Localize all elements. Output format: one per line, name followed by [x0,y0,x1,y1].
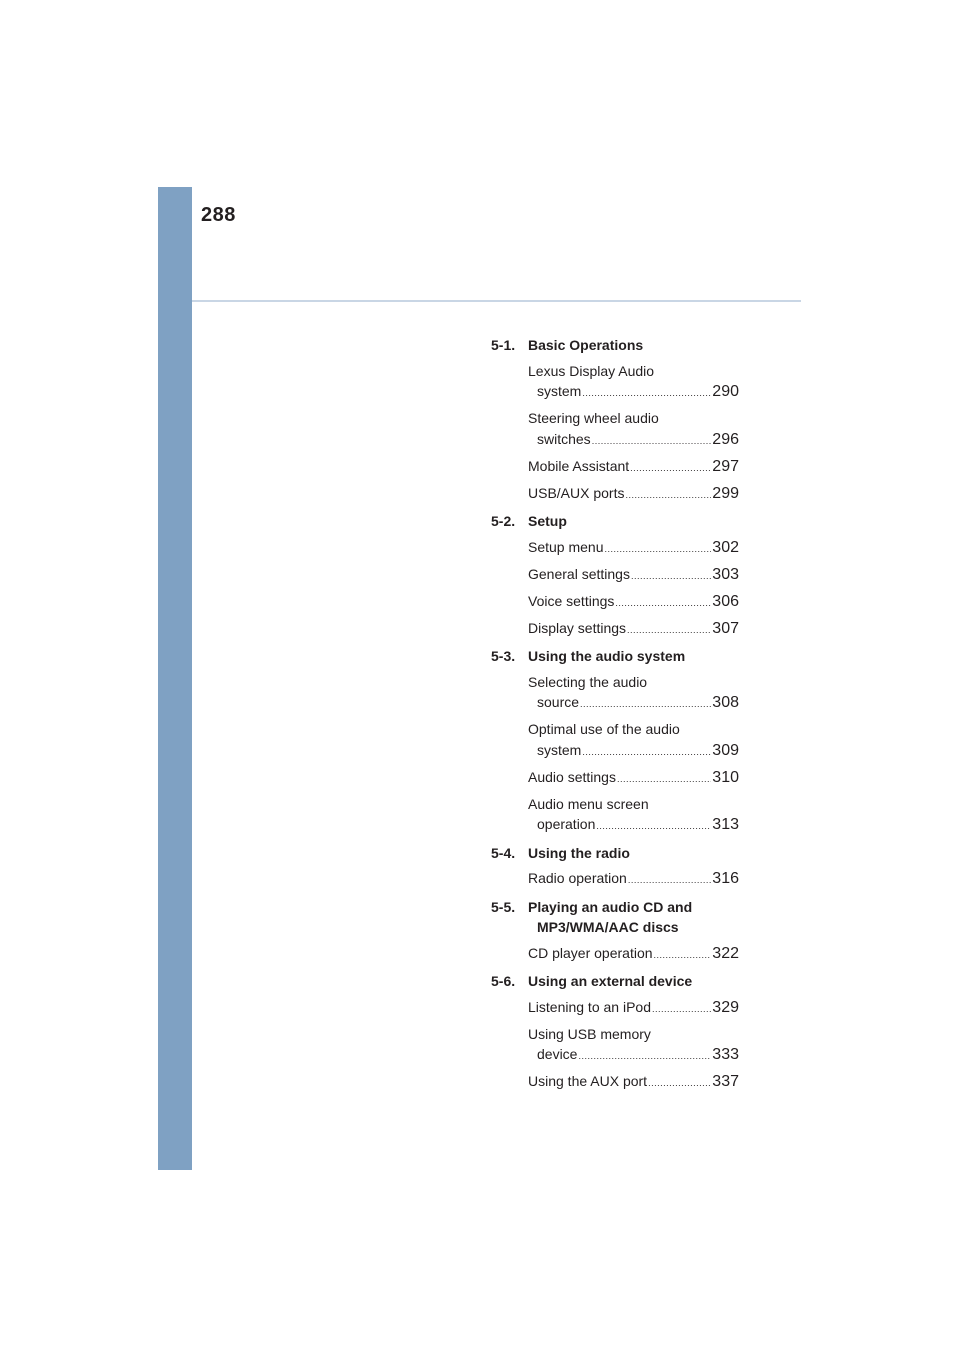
dot-leader [580,694,711,715]
entry-title: system [537,383,582,399]
dot-leader [630,458,711,479]
entry-page-number: 329 [712,998,739,1016]
entry-title-line: Using USB memory [528,1025,651,1042]
entry-title: system [537,741,582,758]
entry-page-number: 290 [712,383,739,400]
page-number: 288 [201,204,236,226]
entry-title: General settings [528,565,630,582]
toc-entry[interactable] [528,456,739,479]
entry-title: Radio operation [528,870,627,886]
entry-leader-line [528,1044,739,1067]
section-number: 5-2. [491,513,516,529]
entry-page-number: 299 [712,484,739,502]
entry-leader-line [528,767,739,790]
entry-leader-line [528,618,739,641]
dot-leader [627,620,711,641]
dot-leader [582,742,711,763]
section-title-line: Using the radio [528,844,630,861]
section-number: 5-3. [491,648,516,664]
section-title-line: Setup [528,513,567,529]
entry-title-line: Lexus Display Audio [528,362,655,379]
toc-entry[interactable] [528,618,739,641]
section-title [528,646,739,667]
toc-section [491,511,739,640]
entry-title-line: Optimal use of the audio [528,721,680,737]
section-title-line: Playing an audio CD and [528,898,693,915]
toc-entry[interactable] [528,719,739,762]
toc-entry[interactable] [528,794,739,837]
toc-entry[interactable] [528,672,739,715]
table-of-contents [491,335,739,1100]
section-number: 5-5. [491,898,516,915]
dot-leader [582,383,711,404]
entry-leader-line [528,868,739,891]
entry-page-number: 303 [712,565,739,583]
section-number: 5-4. [491,844,516,861]
dot-leader [625,485,711,506]
toc-entry[interactable] [528,361,739,404]
entry-title: source [537,694,580,710]
entry-leader-line [528,483,739,506]
entry-title: Display settings [528,619,627,636]
entry-page-number: 322 [712,944,739,962]
entry-page-number: 310 [712,768,739,786]
entry-title: operation [537,816,596,832]
toc-section [491,897,739,966]
toc-entry[interactable] [528,1071,739,1094]
toc-section [491,971,739,1094]
dot-leader [615,593,711,614]
section-heading[interactable] [491,646,739,667]
entry-title: Voice settings [528,592,615,609]
toc-entry[interactable] [528,483,739,506]
entry-title-line: Audio menu screen [528,795,649,812]
entry-title-line: Selecting the audio [528,673,648,690]
dot-leader [605,539,712,560]
section-heading[interactable] [491,971,739,992]
dot-leader [596,816,711,837]
toc-section [491,335,739,505]
toc-entry[interactable] [528,943,739,966]
toc-entry[interactable] [528,868,739,891]
entry-page-number: 297 [712,457,739,475]
entry-leader-line [528,814,739,837]
dot-leader [652,999,711,1020]
toc-entry[interactable] [528,1024,739,1067]
section-heading[interactable] [491,843,739,864]
dot-leader [628,870,711,891]
dot-leader [631,566,711,587]
entry-title: device [537,1046,578,1062]
entry-page-number: 307 [712,619,739,637]
entry-page-number: 337 [712,1073,739,1090]
entry-page-number: 333 [712,1046,739,1063]
toc-section [491,646,739,837]
entry-title: USB/AUX ports [528,484,625,501]
entry-page-number: 308 [712,694,739,711]
section-title-line: Using the audio system [528,648,686,664]
entry-leader-line [528,943,739,966]
entry-title: Audio settings [528,768,616,785]
entry-page-number: 306 [712,592,739,610]
entry-leader-line [528,740,739,763]
entry-title: Using the AUX port [528,1073,648,1089]
entry-leader-line [528,456,739,479]
entry-title: Listening to an iPod [528,998,651,1015]
toc-entry[interactable] [528,537,739,560]
header-divider [192,300,801,302]
dot-leader [592,431,712,452]
section-heading[interactable] [491,511,739,532]
entry-title: Mobile Assistant [528,457,630,474]
toc-entry[interactable] [528,408,739,451]
entry-leader-line [528,591,739,614]
section-title [528,971,739,992]
section-title-line: Using an external device [528,973,693,989]
section-heading[interactable] [491,897,739,938]
entry-leader-line [528,692,739,715]
section-number: 5-6. [491,973,516,989]
toc-entry[interactable] [528,564,739,587]
section-title-line: MP3/WMA/AAC discs [537,919,679,935]
entry-leader-line [528,1071,739,1094]
entry-leader-line [528,381,739,404]
section-title [528,843,739,864]
section-heading[interactable] [491,335,739,356]
entry-title: switches [537,430,591,447]
section-title-line: Basic Operations [528,337,644,353]
toc-section [491,843,739,891]
toc-entry[interactable] [528,767,739,790]
section-title [528,897,739,938]
entry-leader-line [528,429,739,452]
dot-leader [617,769,711,790]
entry-page-number: 316 [712,870,739,887]
entry-leader-line [528,997,739,1020]
entry-page-number: 296 [712,430,739,448]
dot-leader [578,1046,711,1067]
dot-leader [654,945,712,966]
section-title [528,511,739,532]
entry-leader-line [528,537,739,560]
entry-page-number: 313 [712,816,739,833]
entry-title: Setup menu [528,538,604,555]
section-title [528,335,739,356]
chapter-side-tab [158,187,192,1170]
entry-page-number: 309 [712,741,739,759]
entry-page-number: 302 [712,538,739,556]
entry-title: CD player operation [528,944,653,961]
dot-leader [648,1073,711,1094]
entry-leader-line [528,564,739,587]
toc-entry[interactable] [528,997,739,1020]
entry-title-line: Steering wheel audio [528,410,659,426]
toc-entry[interactable] [528,591,739,614]
section-number: 5-1. [491,337,516,353]
